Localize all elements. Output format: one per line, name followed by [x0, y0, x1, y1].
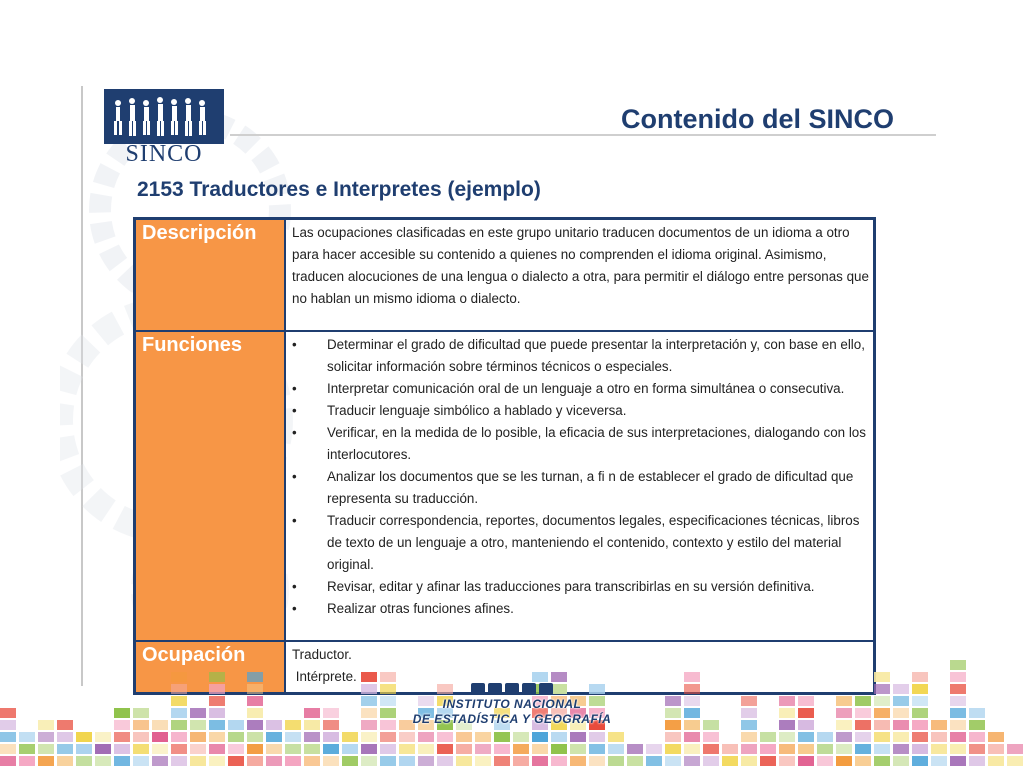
color-bar-cell: [133, 732, 149, 742]
color-bar-cell: [950, 684, 966, 694]
color-bar-cell: [570, 744, 586, 754]
color-bar-cell: [950, 756, 966, 766]
color-bar-cell: [133, 756, 149, 766]
color-bar-cell: [76, 744, 92, 754]
color-bar-cell: [532, 744, 548, 754]
color-bar-cell: [665, 732, 681, 742]
color-bar-cell: [133, 708, 149, 718]
color-bar-cell: [950, 744, 966, 754]
color-bar-cell: [285, 720, 301, 730]
color-bar-cell: [285, 756, 301, 766]
color-bar-cell: [152, 756, 168, 766]
color-bar-cell: [361, 732, 377, 742]
color-bar-cell: [741, 720, 757, 730]
color-bar-cell: [190, 708, 206, 718]
color-bar-cell: [836, 756, 852, 766]
color-bar-cell: [722, 756, 738, 766]
color-bar-cell: [399, 756, 415, 766]
color-bar-cell: [133, 744, 149, 754]
color-bar-cell: [912, 696, 928, 706]
color-bar-cell: [779, 708, 795, 718]
color-bar-cell: [152, 720, 168, 730]
label-ocupacion: Ocupación: [135, 641, 286, 694]
logo-figures: [104, 89, 224, 144]
color-bar-cell: [285, 732, 301, 742]
color-bar-cell: [874, 696, 890, 706]
color-bar-cell: [171, 744, 187, 754]
color-bar-cell: [342, 744, 358, 754]
org-name-line2: DE ESTADÍSTICA Y GEOGRAFÍA: [412, 712, 612, 726]
slide-title: Contenido del SINCO: [621, 104, 894, 134]
color-bar-cell: [874, 720, 890, 730]
color-bar-cell: [361, 720, 377, 730]
color-bar-cell: [209, 720, 225, 730]
color-bar-cell: [114, 720, 130, 730]
color-bar-cell: [38, 744, 54, 754]
color-bar-cell: [893, 732, 909, 742]
color-bar-cell: [874, 672, 890, 682]
color-bar-cell: [874, 756, 890, 766]
color-bar-cell: [874, 684, 890, 694]
color-bar-cell: [171, 756, 187, 766]
color-bar-cell: [627, 756, 643, 766]
color-bar-cell: [304, 756, 320, 766]
color-bar-cell: [323, 732, 339, 742]
color-bar-cell: [57, 732, 73, 742]
color-bar-cell: [323, 744, 339, 754]
color-bar-cell: [836, 720, 852, 730]
color-bar-cell: [266, 744, 282, 754]
color-bar-cell: [190, 732, 206, 742]
org-name-line1: INSTITUTO NACIONAL: [442, 697, 582, 711]
color-bar-cell: [266, 720, 282, 730]
color-bar-cell: [361, 696, 377, 706]
color-bar-cell: [38, 720, 54, 730]
color-bar-cell: [836, 744, 852, 754]
color-bar-cell: [247, 696, 263, 706]
color-bar-cell: [665, 696, 681, 706]
color-bar-cell: [209, 672, 225, 682]
color-bar-cell: [703, 744, 719, 754]
color-bar-cell: [988, 756, 1004, 766]
color-bar-cell: [38, 756, 54, 766]
color-bar-cell: [209, 732, 225, 742]
color-bar-cell: [684, 732, 700, 742]
list-item: • Traducir lenguaje simbólico a hablado y viceversa.: [292, 400, 869, 422]
color-bar-cell: [741, 708, 757, 718]
color-bar-cell: [684, 744, 700, 754]
color-bar-cell: [570, 756, 586, 766]
color-bar-cell: [893, 756, 909, 766]
color-bar-cell: [171, 696, 187, 706]
inegi-icon: [392, 683, 632, 695]
color-bar-cell: [950, 708, 966, 718]
color-bar-cell: [893, 744, 909, 754]
color-bar-cell: [304, 720, 320, 730]
list-item: • Revisar, editar y afinar las traducciones para transcribirlas en su versión definitiva.: [292, 576, 869, 598]
color-bar-cell: [874, 744, 890, 754]
color-bar-cell: [532, 672, 548, 682]
color-bar-cell: [304, 708, 320, 718]
color-bar-cell: [665, 756, 681, 766]
color-bar-cell: [76, 732, 92, 742]
color-bar-cell: [722, 744, 738, 754]
color-bar-cell: [171, 708, 187, 718]
color-bar-cell: [494, 756, 510, 766]
color-bar-cell: [0, 708, 16, 718]
color-bar-cell: [190, 720, 206, 730]
color-bar-cell: [456, 744, 472, 754]
color-bar-cell: [209, 708, 225, 718]
color-bar-cell: [798, 744, 814, 754]
color-bar-cell: [247, 732, 263, 742]
color-bar-cell: [152, 744, 168, 754]
color-bar-cell: [912, 732, 928, 742]
color-bar-cell: [361, 744, 377, 754]
color-bar-cell: [798, 720, 814, 730]
color-bar-cell: [684, 672, 700, 682]
color-bar-cell: [95, 744, 111, 754]
color-bar-cell: [0, 720, 16, 730]
ocupacion-line: Traductor.: [292, 647, 352, 662]
list-item: • Analizar los documentos que se les turnan, a fi n de establecer el grado de dificultad que representa su traducción.: [292, 466, 869, 510]
color-bar-cell: [836, 708, 852, 718]
color-bar-cell: [57, 756, 73, 766]
color-bar-cell: [114, 756, 130, 766]
color-bar-cell: [323, 708, 339, 718]
header-divider: [230, 134, 936, 136]
color-bar-cell: [969, 732, 985, 742]
color-bar-cell: [304, 744, 320, 754]
color-bar-cell: [247, 708, 263, 718]
color-bar-cell: [133, 720, 149, 730]
color-bar-cell: [798, 696, 814, 706]
color-bar-cell: [323, 756, 339, 766]
color-bar-cell: [893, 720, 909, 730]
color-bar-cell: [684, 720, 700, 730]
color-bar-cell: [171, 672, 187, 682]
list-item: • Verificar, en la medida de lo posible, la eficacia de sus interpretaciones, dialogando con los interlocutores.: [292, 422, 869, 466]
color-bar-cell: [171, 732, 187, 742]
color-bar-cell: [551, 756, 567, 766]
color-bar-cell: [399, 744, 415, 754]
color-bar-cell: [684, 708, 700, 718]
color-bar-cell: [209, 696, 225, 706]
color-bar-cell: [171, 720, 187, 730]
color-bar-cell: [19, 732, 35, 742]
sinco-table: [133, 217, 876, 695]
color-bar-cell: [114, 744, 130, 754]
color-bar-cell: [152, 732, 168, 742]
color-bar-cell: [931, 720, 947, 730]
color-bar-cell: [665, 720, 681, 730]
list-item: • Interpretar comunicación oral de un lenguaje a otro en forma simultánea o consecutiva.: [292, 378, 869, 400]
color-bar-cell: [874, 732, 890, 742]
color-bar-cell: [855, 744, 871, 754]
sinco-logo: [104, 89, 224, 167]
color-bar-cell: [0, 756, 16, 766]
table-row-descripcion: [135, 219, 875, 332]
color-bar-cell: [969, 720, 985, 730]
color-bar-cell: [475, 756, 491, 766]
color-bar-cell: [513, 744, 529, 754]
color-bar-cell: [741, 732, 757, 742]
color-bar-cell: [247, 720, 263, 730]
color-bar-cell: [589, 744, 605, 754]
color-bar-cell: [684, 684, 700, 694]
color-bar-cell: [418, 744, 434, 754]
color-bar-cell: [817, 756, 833, 766]
color-bar-cell: [361, 672, 377, 682]
color-bar-cell: [950, 660, 966, 670]
color-bar-cell: [912, 756, 928, 766]
color-bar-cell: [684, 696, 700, 706]
color-bar-cell: [798, 756, 814, 766]
color-bar-cell: [361, 708, 377, 718]
color-bar-cell: [798, 732, 814, 742]
color-bar-cell: [475, 744, 491, 754]
color-bar-cell: [247, 756, 263, 766]
ocupacion-line: Intérprete.: [292, 669, 357, 684]
color-bar-cell: [38, 732, 54, 742]
color-bar-cell: [703, 732, 719, 742]
color-bar-cell: [741, 744, 757, 754]
color-bar-cell: [247, 744, 263, 754]
color-bar-cell: [912, 720, 928, 730]
color-bar-cell: [171, 684, 187, 694]
color-bar-cell: [95, 732, 111, 742]
color-bar-cell: [779, 696, 795, 706]
color-bar-cell: [836, 732, 852, 742]
color-bar-cell: [817, 732, 833, 742]
color-bar-cell: [247, 684, 263, 694]
color-bar-cell: [969, 744, 985, 754]
color-bar-cell: [950, 720, 966, 730]
color-bar-cell: [779, 756, 795, 766]
color-bar-cell: [931, 756, 947, 766]
color-bar-cell: [361, 756, 377, 766]
color-bar-cell: [209, 756, 225, 766]
table-row-funciones: [135, 331, 875, 641]
color-bar-cell: [1007, 756, 1023, 766]
color-bar-cell: [209, 744, 225, 754]
color-bar-cell: [893, 708, 909, 718]
color-bar-cell: [19, 756, 35, 766]
color-bar-cell: [228, 720, 244, 730]
color-bar-cell: [380, 744, 396, 754]
color-bar-cell: [589, 756, 605, 766]
color-bar-cell: [0, 744, 16, 754]
color-bar-cell: [703, 720, 719, 730]
color-bar-cell: [323, 720, 339, 730]
color-bar-cell: [646, 744, 662, 754]
funciones-list: [292, 334, 869, 620]
color-bar-cell: [665, 744, 681, 754]
color-bar-cell: [931, 744, 947, 754]
color-bar-cell: [361, 684, 377, 694]
list-item: • Traducir correspondencia, reportes, documentos legales, especificaciones técnicas, libros de texto de un lenguaje a otro, manteniendo el contenido, contexto y estilo del material original.: [292, 510, 869, 576]
list-item: • Realizar otras funciones afines.: [292, 598, 869, 620]
color-bar-cell: [779, 720, 795, 730]
color-bar-cell: [912, 672, 928, 682]
color-bar-cell: [190, 756, 206, 766]
color-bar-cell: [779, 732, 795, 742]
list-item: • Determinar el grado de dificultad que puede presentar la interpretación y, con base en ello, solicitar información sobre términos técnicos o especiales.: [292, 334, 869, 378]
funciones-cell: [285, 331, 875, 641]
color-bar-cell: [76, 756, 92, 766]
color-bar-cell: [494, 744, 510, 754]
color-bar-cell: [912, 708, 928, 718]
color-bar-cell: [1007, 744, 1023, 754]
color-bar-cell: [874, 708, 890, 718]
color-bar-cell: [437, 744, 453, 754]
color-bar-cell: [760, 732, 776, 742]
color-bar-cell: [931, 732, 947, 742]
color-bar-cell: [950, 732, 966, 742]
color-bar-cell: [741, 756, 757, 766]
color-bar-cell: [855, 732, 871, 742]
color-bar-cell: [95, 756, 111, 766]
color-bar-cell: [0, 732, 16, 742]
color-bar-cell: [57, 720, 73, 730]
color-bar-cell: [912, 744, 928, 754]
slide-subtitle: 2153 Traductores e Interpretes (ejemplo): [137, 178, 541, 201]
color-bar-cell: [798, 708, 814, 718]
logo-text: SINCO: [125, 141, 203, 167]
color-bar-cell: [912, 684, 928, 694]
color-bar-cell: [266, 732, 282, 742]
color-bar-cell: [228, 732, 244, 742]
color-bar-cell: [760, 756, 776, 766]
color-bar-cell: [950, 696, 966, 706]
color-bar-cell: [456, 756, 472, 766]
color-bar-cell: [513, 756, 529, 766]
color-bar-cell: [760, 744, 776, 754]
color-bar-cell: [855, 720, 871, 730]
color-bar-cell: [969, 756, 985, 766]
color-bar-cell: [418, 756, 434, 766]
color-bar-cell: [836, 696, 852, 706]
color-bar-cell: [285, 744, 301, 754]
color-bar-cell: [855, 756, 871, 766]
color-bar-cell: [665, 708, 681, 718]
color-bar-cell: [342, 732, 358, 742]
label-descripcion: Descripción: [135, 219, 286, 332]
color-bar-cell: [228, 756, 244, 766]
color-bar-cell: [779, 744, 795, 754]
color-bar-cell: [551, 672, 567, 682]
color-bar-cell: [114, 732, 130, 742]
color-bar-cell: [893, 696, 909, 706]
color-bar-cell: [608, 756, 624, 766]
color-bar-cell: [627, 744, 643, 754]
color-bar-cell: [950, 672, 966, 682]
color-bar-cell: [988, 732, 1004, 742]
color-bar-cell: [608, 744, 624, 754]
color-bar-cell: [114, 708, 130, 718]
color-bar-cell: [969, 708, 985, 718]
color-bar-cell: [988, 744, 1004, 754]
color-bar-cell: [247, 672, 263, 682]
color-bar-cell: [741, 696, 757, 706]
inegi-logo: [392, 683, 632, 743]
color-bar-cell: [304, 732, 320, 742]
color-bar-cell: [342, 756, 358, 766]
color-bar-cell: [19, 744, 35, 754]
color-bar-cell: [380, 756, 396, 766]
color-bar-cell: [703, 756, 719, 766]
color-bar-cell: [684, 756, 700, 766]
color-bar-cell: [855, 696, 871, 706]
descripcion-text: Las ocupaciones clasificadas en este grupo unitario traducen documentos de un idioma a otro para hacer accesible su contenido a quienes no comprenden el idioma original. Asimismo, traducen alocuciones de una lengua o dialecto a otra, para permitir el diálogo entre personas que no hablan un mismo idioma o dialecto.: [285, 219, 875, 332]
color-bar-cell: [551, 744, 567, 754]
color-bar-cell: [817, 744, 833, 754]
color-bar-cell: [380, 672, 396, 682]
color-bar-cell: [646, 756, 662, 766]
color-bar-cell: [209, 684, 225, 694]
color-bar-cell: [893, 684, 909, 694]
label-funciones: Funciones: [135, 331, 286, 641]
color-bar-cell: [57, 744, 73, 754]
color-bar-cell: [228, 744, 244, 754]
color-bar-cell: [437, 756, 453, 766]
color-bar-cell: [266, 756, 282, 766]
color-bar-cell: [190, 744, 206, 754]
color-bar-cell: [532, 756, 548, 766]
color-bar-cell: [855, 708, 871, 718]
